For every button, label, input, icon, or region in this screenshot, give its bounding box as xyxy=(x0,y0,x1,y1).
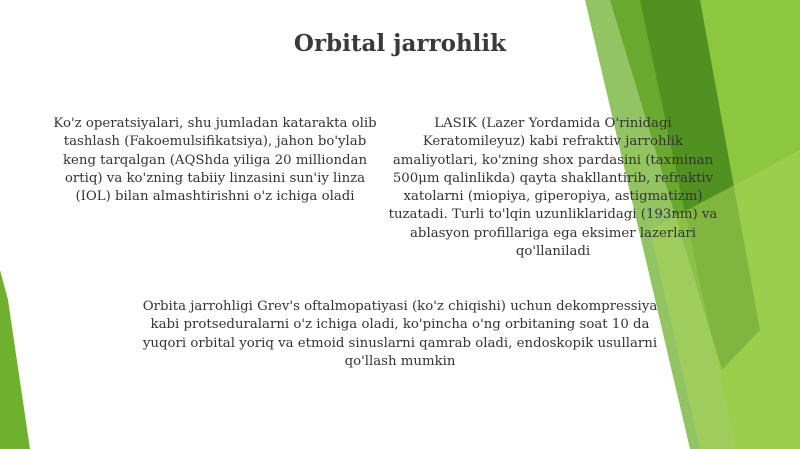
deco-left-strip xyxy=(0,270,30,449)
paragraph-cataract: Ko'z operatsiyalari, shu jumladan katarakta olib tashlash (Fakoemulsifikatsiya), jahon bo'ylab keng tarqalgan (AQShda yiliga 20 milliondan ortiq) va ko'zning tabiiy linzasini sun'iy linza (IOL) bilan almashtirishni o'z ichiga oladi xyxy=(53,116,377,205)
paragraph-lasik: LASIK (Lazer Yordamida O'rinidagi Keratomileyuz) kabi refraktiv jarrohlik amaliyotlari, ko'zning shox pardasini (taxminan 500μm qalinlikda) qayta shakllantirib, refraktiv xatolarni (miopiya, giperopiya, astigmatizm) tuzatadi. Turli to'lqin uzunliklaridagi (193nm) va ablasyon profillariga ega eksimer lazerlari qo'llaniladi xyxy=(388,116,718,260)
slide-title: Orbital jarrohlik xyxy=(293,30,507,57)
paragraph-orbital-surgery: Orbita jarrohligi Grev's oftalmopatiyasi (ko'z chiqishi) uchun dekompressiya kabi protseduralarni o'z ichiga oladi, ko'pincha o'ng orbitaning soat 10 da yuqori orbital yoriq va etmoid sinuslarni qamrab oladi, endoskopik usullarni qo'llash mumkin xyxy=(142,299,658,369)
